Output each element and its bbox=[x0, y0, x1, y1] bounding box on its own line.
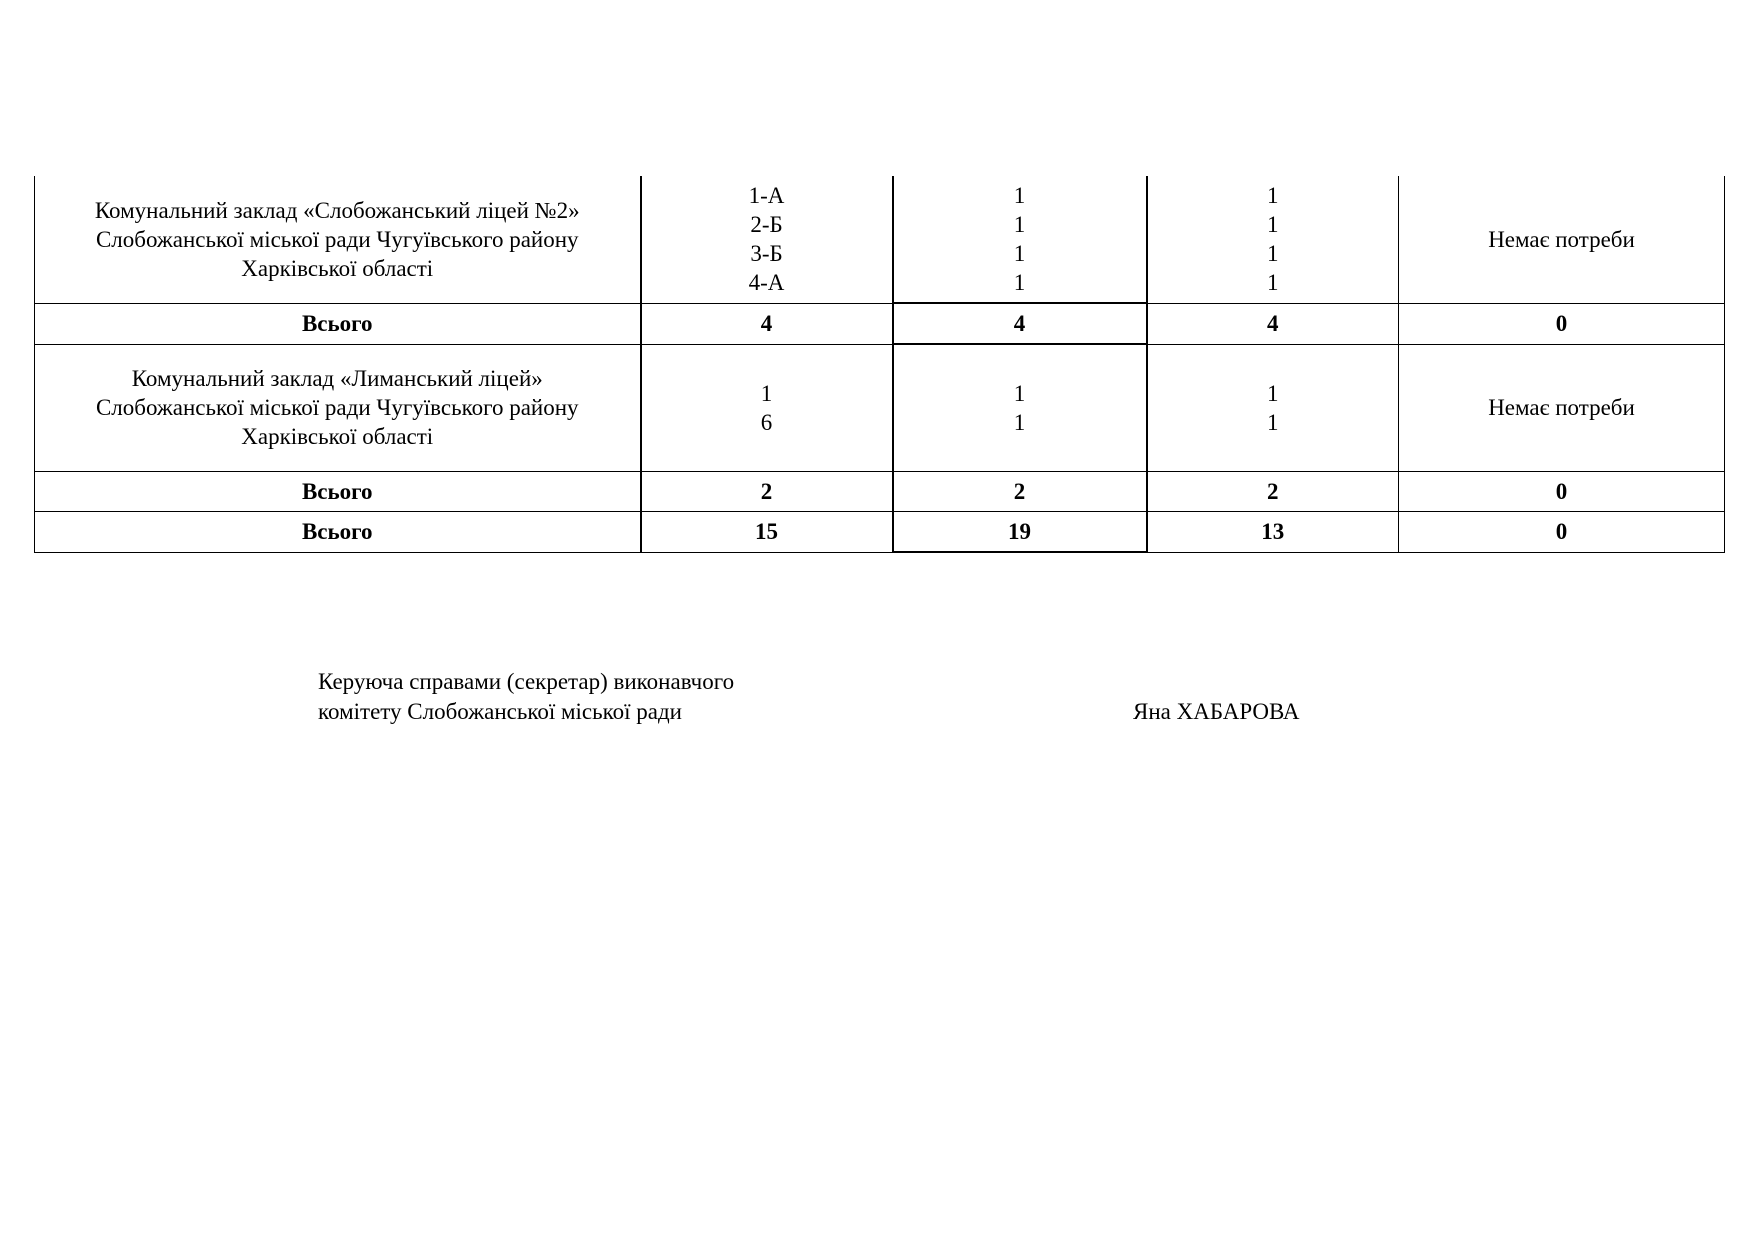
need-cell: Немає потреби bbox=[1399, 344, 1725, 472]
total-value: 4 bbox=[641, 303, 893, 344]
total-value: 2 bbox=[893, 472, 1147, 512]
count-value: 1 bbox=[1013, 410, 1026, 435]
count-value: 1 bbox=[1267, 380, 1279, 406]
class-label: 1-А bbox=[748, 183, 785, 209]
institution-name-line: Слобожанської міської ради Чугуївського району bbox=[95, 395, 579, 421]
total-value: 0 bbox=[1399, 472, 1725, 512]
count-value: 1 bbox=[1013, 270, 1026, 295]
class-label: 1 bbox=[760, 380, 773, 406]
count-value: 1 bbox=[1267, 183, 1279, 209]
class-label: 3-Б bbox=[750, 241, 783, 267]
total-value: 4 bbox=[893, 303, 1147, 344]
class-label: 2-Б bbox=[750, 212, 783, 238]
count-value: 1 bbox=[1013, 241, 1026, 266]
total-label: Всього bbox=[35, 512, 641, 553]
class-list-cell bbox=[641, 176, 893, 303]
grand-total-row bbox=[35, 512, 1725, 553]
count-value: 1 bbox=[1267, 270, 1279, 296]
total-value: 13 bbox=[1147, 512, 1399, 553]
institution-cell bbox=[35, 344, 641, 472]
institution-name-line: Харківської області bbox=[241, 255, 434, 281]
total-value: 2 bbox=[1147, 472, 1399, 512]
table-row bbox=[35, 176, 1725, 303]
class-list-cell bbox=[641, 344, 893, 472]
class-label: 4-А bbox=[748, 270, 785, 296]
total-value: 15 bbox=[641, 512, 893, 553]
institution-cell bbox=[35, 176, 641, 303]
count-value: 1 bbox=[1267, 409, 1279, 435]
count-cell bbox=[1147, 344, 1399, 472]
count-value: 1 bbox=[1013, 183, 1026, 208]
signatory-name: Яна ХАБАРОВА bbox=[1133, 699, 1300, 724]
count-cell bbox=[1147, 176, 1399, 303]
count-value: 1 bbox=[1267, 212, 1279, 238]
total-value: 0 bbox=[1399, 303, 1725, 344]
institution-name-line: Харківської області bbox=[241, 424, 434, 450]
table-row bbox=[35, 344, 1725, 472]
total-label: Всього bbox=[35, 472, 641, 512]
class-label: 6 bbox=[760, 409, 773, 435]
total-label: Всього bbox=[35, 303, 641, 344]
institution-name-line: Комунальний заклад «Слобожанський ліцей №2» bbox=[94, 197, 580, 223]
signatory-position bbox=[318, 667, 878, 727]
subtotal-row bbox=[35, 472, 1725, 512]
signatory-position-line: Керуюча справами (секретар) виконавчого bbox=[318, 669, 735, 694]
total-value: 4 bbox=[1147, 303, 1399, 344]
subtotal-row bbox=[35, 303, 1725, 344]
allocation-table bbox=[34, 176, 1725, 553]
count-cell bbox=[893, 176, 1147, 303]
institution-name-line: Слобожанської міської ради Чугуївського району bbox=[95, 226, 579, 252]
count-value: 1 bbox=[1013, 381, 1026, 406]
total-value: 19 bbox=[893, 512, 1147, 553]
total-value: 2 bbox=[641, 472, 893, 512]
count-cell bbox=[893, 344, 1147, 472]
need-cell: Немає потреби bbox=[1399, 176, 1725, 303]
count-value: 1 bbox=[1013, 212, 1026, 237]
count-value: 1 bbox=[1267, 241, 1279, 267]
institution-name-line: Комунальний заклад «Лиманський ліцей» bbox=[131, 366, 543, 392]
total-value: 0 bbox=[1399, 512, 1725, 553]
signatory-position-line: комітету Слобожанської міської ради bbox=[318, 699, 682, 724]
